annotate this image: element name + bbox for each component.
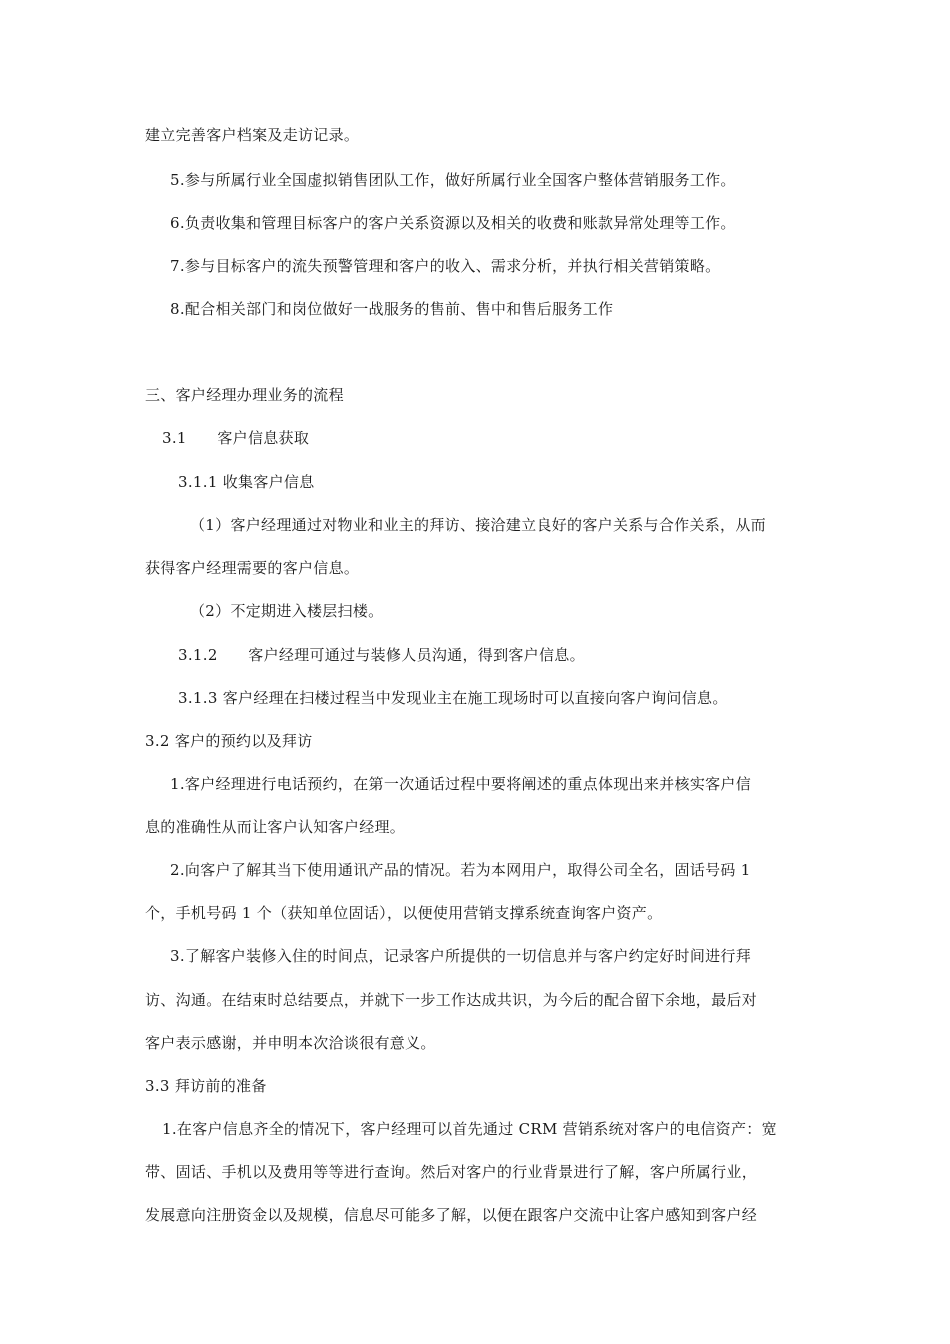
text-line: 获得客户经理需要的客户信息。 — [145, 559, 360, 577]
text-line: 1.在客户信息齐全的情况下，客户经理可以首先通过 CRM 营销系统对客户的电信资产：宽 — [162, 1120, 777, 1138]
text-line: 客户表示感谢，并申明本次洽谈很有意义。 — [145, 1034, 436, 1052]
text-line: 8.配合相关部门和岗位做好一战服务的售前、售中和售后服务工作 — [170, 300, 614, 318]
subsection-heading: 3.1 客户信息获取 — [162, 429, 310, 447]
text-line: （2）不定期进入楼层扫楼。 — [190, 602, 384, 620]
text-line: 带、固话、手机以及费用等等进行查询。然后对客户的行业背景进行了解，客户所属行业， — [145, 1163, 758, 1181]
text-line: 5.参与所属行业全国虚拟销售团队工作，做好所属行业全国客户整体营销服务工作。 — [170, 171, 736, 189]
text-line: 3.1.2 客户经理可通过与装修人员沟通，得到客户信息。 — [178, 646, 585, 664]
text-line: 个，手机号码 1 个（获知单位固话），以便使用营销支撑系统查询客户资产。 — [145, 904, 663, 922]
section-heading: 三、客户经理办理业务的流程 — [145, 386, 344, 404]
text-line: 3.了解客户装修入住的时间点，记录客户所提供的一切信息并与客户约定好时间进行拜 — [170, 947, 752, 965]
subsection-heading: 3.1.1 收集客户信息 — [178, 473, 315, 491]
subsection-heading: 3.3 拜访前的准备 — [145, 1077, 267, 1095]
text-line: 息的准确性从而让客户认知客户经理。 — [145, 818, 406, 836]
text-line: 1.客户经理进行电话预约，在第一次通话过程中要将阐述的重点体现出来并核实客户信 — [170, 775, 752, 793]
subsection-heading: 3.2 客户的预约以及拜访 — [145, 732, 313, 750]
text-line: 建立完善客户档案及走访记录。 — [145, 126, 360, 144]
text-line: 6.负责收集和管理目标客户的客户关系资源以及相关的收费和账款异常处理等工作。 — [170, 214, 736, 232]
text-line: 7.参与目标客户的流失预警管理和客户的收入、需求分析，并执行相关营销策略。 — [170, 257, 721, 275]
text-line: 2.向客户了解其当下使用通讯产品的情况。若为本网用户，取得公司全名，固话号码 1 — [170, 861, 751, 879]
text-line: 访、沟通。在结束时总结要点，并就下一步工作达成共识，为今后的配合留下余地，最后对 — [145, 991, 758, 1009]
text-line: （1）客户经理通过对物业和业主的拜访、接洽建立良好的客户关系与合作关系，从而 — [190, 516, 766, 534]
text-line: 发展意向注册资金以及规模，信息尽可能多了解，以便在跟客户交流中让客户感知到客户经 — [145, 1206, 758, 1224]
text-line: 3.1.3 客户经理在扫楼过程当中发现业主在施工现场时可以直接向客户询问信息。 — [178, 689, 728, 707]
